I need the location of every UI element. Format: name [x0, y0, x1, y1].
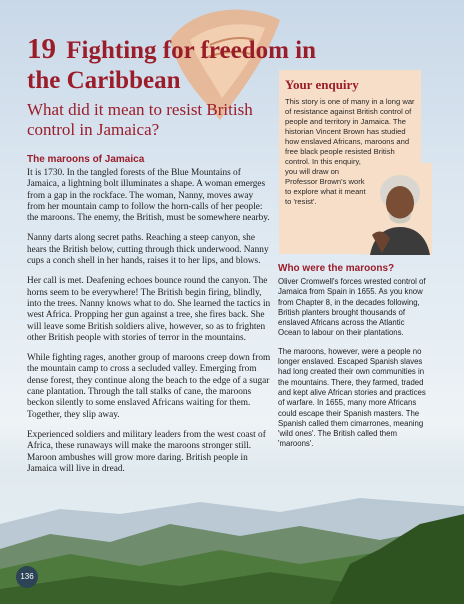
page-number: 136: [16, 566, 38, 588]
story-paragraph: Experienced soldiers and military leaders from the west coast of Africa, these runaways will make the maroons stronger still. Maroon ambushes will grow more daring. British people in Jamaica will live in dread.: [27, 429, 266, 474]
maroons-section-heading: The maroons of Jamaica: [27, 154, 145, 165]
maroons-story-column: [27, 168, 271, 484]
enquiry-text-top: This story is one of many in a long war of resistance against British control of people and territory in Jamaica. The historian Vincent Brown has studied how enslaved Africans, maroons and free black people resisted British: [285, 97, 415, 156]
story-paragraph: Her call is met. Deafening echoes bounce round the canyon. The horns seem to be everywhere! The British begin firing, blindly, into the trees. Nanny knows what to do. She learned the tactics in west Africa. Propping her gun against a tree, she fires back. She will leave some British soldiers alive, however, so as to frighten other British people with stories of terror in the mountains.: [27, 276, 271, 343]
chapter-number: 19: [27, 33, 56, 65]
who-were-maroons-heading: Who were the maroons?: [278, 263, 395, 274]
historian-portrait-image: [366, 163, 432, 255]
who-were-maroons-column: [278, 277, 428, 458]
info-paragraph: The maroons, however, were a people no longer enslaved. Escaped Spanish slaves had long created their own communities in the mountains. There, they farmed, traded and kept alive African stories and practices of warfare. In 1655, many more Africans could escape their Spanish masters. The Spanish called them cimarrones, meaning 'wild ones'. The British called them 'maroons'.: [278, 346, 426, 449]
story-paragraph: While fighting rages, another group of maroons creep down from the mountain camp to cross a secluded valley. Emerging from dense forest, they continue along the beach to the edge of a sugar cane plantation. Through the tall stalks of cane, the maroons beckon silently to some enslaved Africans waiting for them. Together, they slip away.: [27, 353, 271, 420]
enquiry-heading: Your enquiry: [285, 77, 359, 92]
story-paragraph: It is 1730. In the tangled forests of the Blue Mountains of Jamaica, a lightning bolt illuminates a shape. A woman emerges from a gap in the rockface. The woman, Nanny, moves away from her mountain camp to follow the horn-calls of her people: the maroons. The enemy, the British, must be somewhere nearby.: [27, 168, 270, 224]
story-paragraph: Nanny darts along secret paths. Reaching a steep canyon, she hears the British below, cutting through thick underwood. Nanny cups a conch shell in her hands, raises it to her lips, and blows.: [27, 233, 269, 267]
chapter-title-text: Fighting for freedom in the Caribbean: [27, 37, 317, 94]
enquiry-question: What did it mean to resist British control in Jamaica?: [27, 100, 253, 139]
enquiry-text-side: control. In this enquiry, you will draw on Professor Brown's work to explore what it meant to 'resist'.: [285, 157, 366, 206]
info-paragraph: Oliver Cromwell's forces wrested control of Jamaica from Spain in 1655. As you know from Chapter 8, in the decades following, British planters brought thousands of enslaved Africans across the Atlantic Ocean to labour on their plantations.: [278, 277, 426, 338]
